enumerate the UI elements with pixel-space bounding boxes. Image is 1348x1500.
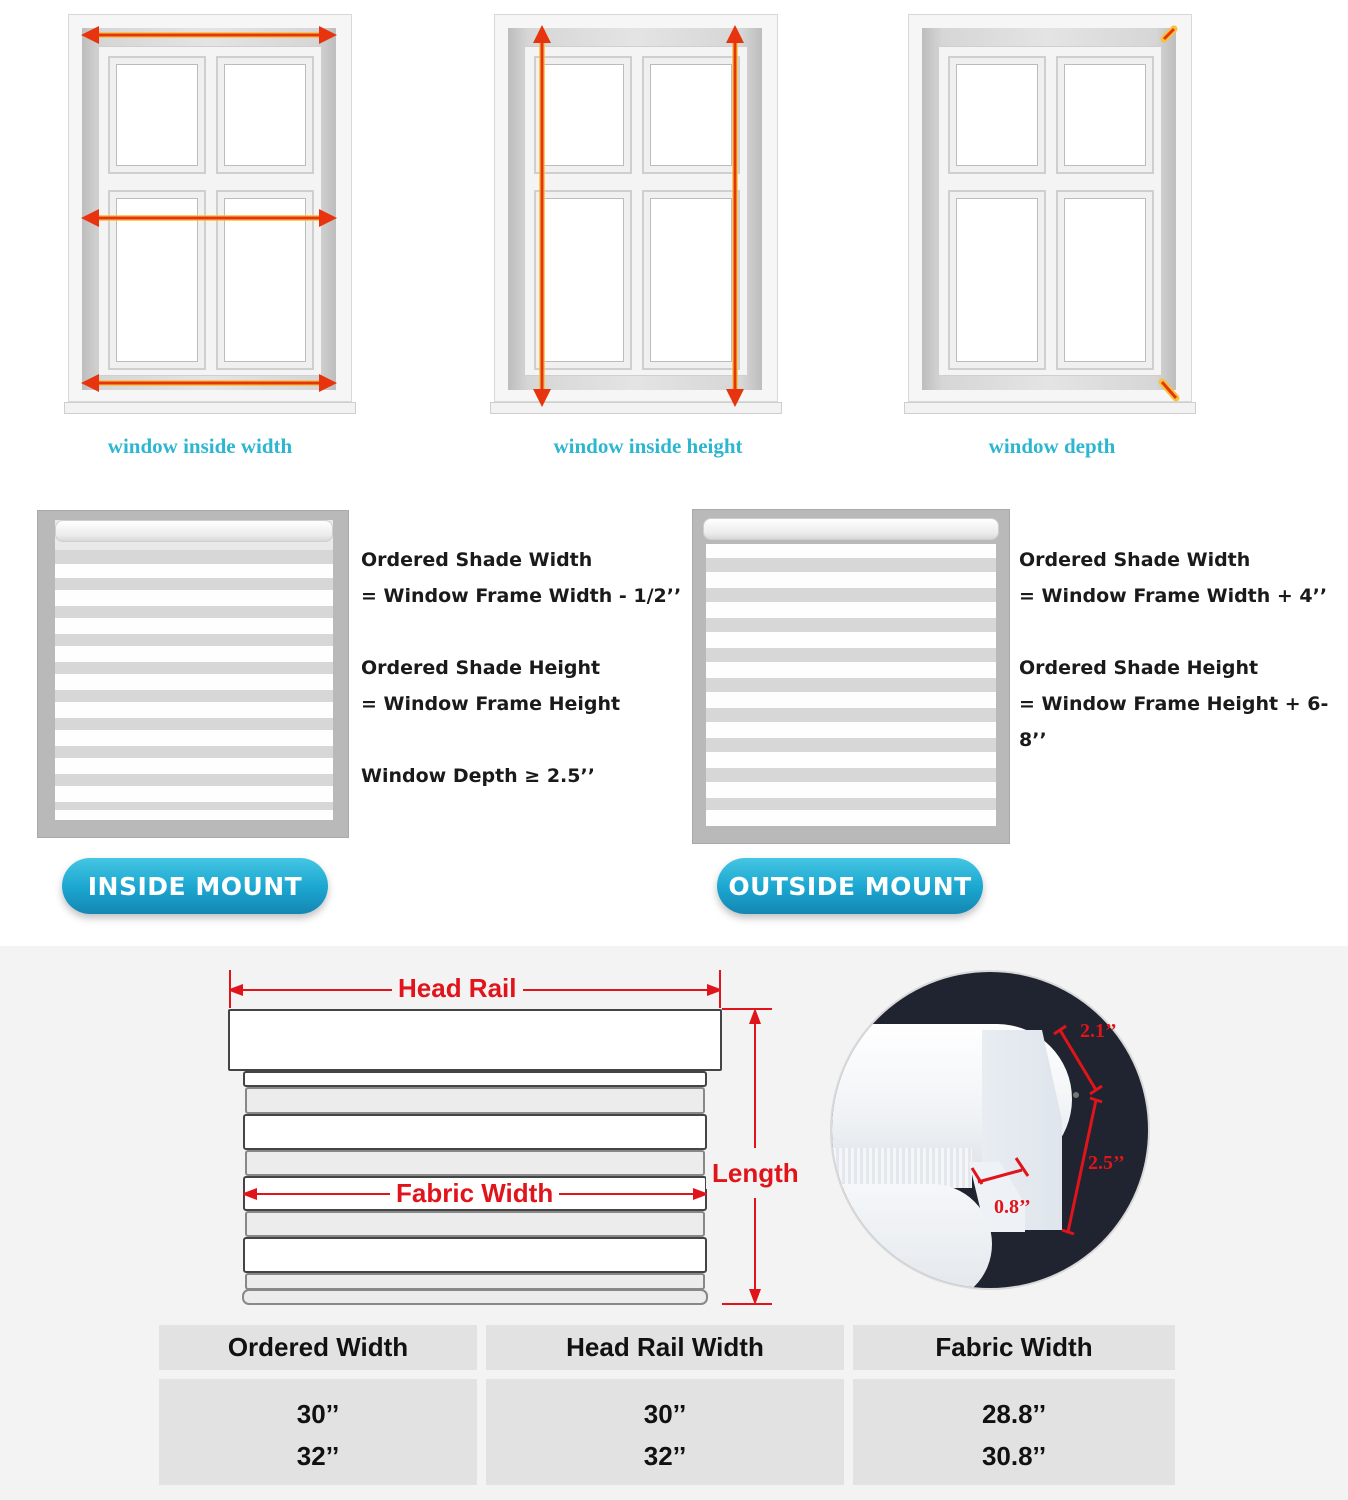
table-header-head-rail-width: Head Rail Width xyxy=(486,1325,844,1370)
inside-height-label: Ordered Shade Height xyxy=(361,657,601,679)
outside-height-label: Ordered Shade Height xyxy=(1019,657,1259,679)
caption-window-inside-width: window inside width xyxy=(107,434,293,458)
inside-mount-badge: INSIDE MOUNT xyxy=(62,858,328,914)
outside-mount-badge: OUTSIDE MOUNT xyxy=(717,858,983,914)
table-col-fabric-width xyxy=(853,1379,1175,1485)
caption-window-depth: window depth xyxy=(988,434,1116,458)
inside-width-formula: = Window Frame Width - 1/2’’ xyxy=(361,585,682,607)
table-cell: 32’’ xyxy=(296,1441,340,1471)
head-rail-label: Head Rail xyxy=(392,973,523,1004)
depth-arrows-icon xyxy=(1150,20,1190,410)
length-label: Length xyxy=(706,1158,805,1189)
table-col-head-rail-width xyxy=(486,1379,844,1485)
table-header-ordered-width: Ordered Width xyxy=(159,1325,477,1370)
outside-height-formula: = Window Frame Height + 6-8’’ xyxy=(1019,693,1329,751)
table-cell: 30’’ xyxy=(643,1399,687,1429)
table-cell: 28.8’’ xyxy=(981,1399,1047,1429)
outside-width-label: Ordered Shade Width xyxy=(1019,549,1251,571)
width-arrows-icon xyxy=(60,10,360,410)
inside-width-label: Ordered Shade Width xyxy=(361,549,593,571)
table-cell: 30’’ xyxy=(296,1399,340,1429)
table-cell: 32’’ xyxy=(643,1441,687,1471)
length-arrow-icon xyxy=(745,1010,765,1303)
table-cell: 30.8’’ xyxy=(981,1441,1047,1471)
inside-depth-requirement: Window Depth ≥ 2.5’’ xyxy=(361,765,595,787)
bracket-dim-top: 2.1’’ xyxy=(1080,1020,1117,1042)
height-arrows-icon xyxy=(490,10,790,410)
outside-width-formula: = Window Frame Width + 4’’ xyxy=(1019,585,1328,607)
table-col-ordered-width xyxy=(159,1379,477,1485)
fabric-width-label: Fabric Width xyxy=(390,1178,559,1209)
bracket-dim-side: 2.5’’ xyxy=(1088,1152,1125,1174)
bracket-dim-bottom: 0.8’’ xyxy=(994,1196,1031,1218)
caption-window-inside-height: window inside height xyxy=(553,434,743,458)
inside-height-formula: = Window Frame Height xyxy=(361,693,621,715)
table-header-fabric-width: Fabric Width xyxy=(853,1325,1175,1370)
